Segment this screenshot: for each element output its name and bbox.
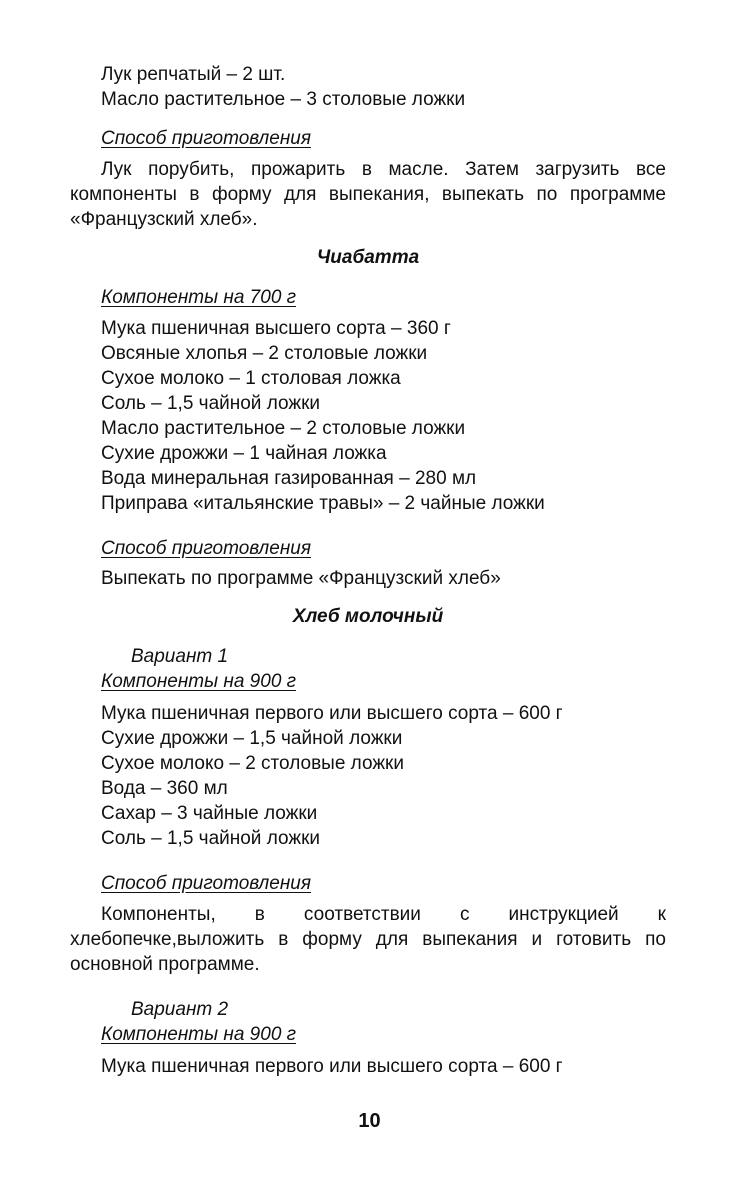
method-label: Способ приготовления [101,538,312,559]
list-item: Вода – 360 мл [101,778,228,799]
ingredient-list-top [70,62,666,112]
list-item: Мука пшеничная первого или высшего сорта – 600 г [101,1056,563,1077]
list-item: Масло растительное – 3 столовые ложки [101,89,466,110]
list-item: Сухие дрожжи – 1,5 чайной ложки [101,728,403,749]
ingredient-list-variant1 [70,701,666,851]
recipe-title-ciabatta: Чиабатта [316,247,420,268]
page-number: 10 [358,1110,381,1132]
method-paragraph: Лук порубить, прожарить в масле. Затем загрузить все компоненты в форму для выпекания, выпекать по программе «Французский хлеб». [70,159,666,230]
list-item: Лук репчатый – 2 шт. [101,64,286,85]
list-item: Мука пшеничная высшего сорта – 360 г [101,318,451,339]
list-item: Овсяные хлопья – 2 столовые ложки [101,343,428,364]
list-item: Вода минеральная газированная – 280 мл [101,468,477,489]
components-label: Компоненты на 700 г [101,287,297,308]
ingredient-list-ciabatta [70,316,666,516]
list-item: Сухое молоко – 2 столовые ложки [101,753,404,774]
list-item: Сухие дрожжи – 1 чайная ложка [101,443,387,464]
method-paragraph: Компоненты, в соответствии с инструкцией к хлебопечке,выложить в форму для выпекания и готовить по основной программе. [70,904,666,975]
list-item: Масло растительное – 2 столовые ложки [101,418,466,439]
variant-label: Вариант 2 [131,999,229,1020]
method-paragraph: Выпекать по программе «Французский хлеб» [101,568,501,589]
ingredient-list-variant2 [70,1054,666,1079]
recipe-title-milk-bread: Хлеб молочный [292,606,444,627]
book-page [70,62,666,1079]
components-label: Компоненты на 900 г [101,1024,297,1045]
list-item: Соль – 1,5 чайной ложки [101,393,320,414]
method-label: Способ приготовления [101,128,312,149]
variant-label: Вариант 1 [131,646,229,667]
list-item: Мука пшеничная первого или высшего сорта – 600 г [101,703,563,724]
method-label: Способ приготовления [101,873,312,894]
list-item: Приправа «итальянские травы» – 2 чайные ложки [101,493,545,514]
components-label: Компоненты на 900 г [101,671,297,692]
list-item: Сухое молоко – 1 столовая ложка [101,368,401,389]
list-item: Соль – 1,5 чайной ложки [101,828,320,849]
list-item: Сахар – 3 чайные ложки [101,803,318,824]
